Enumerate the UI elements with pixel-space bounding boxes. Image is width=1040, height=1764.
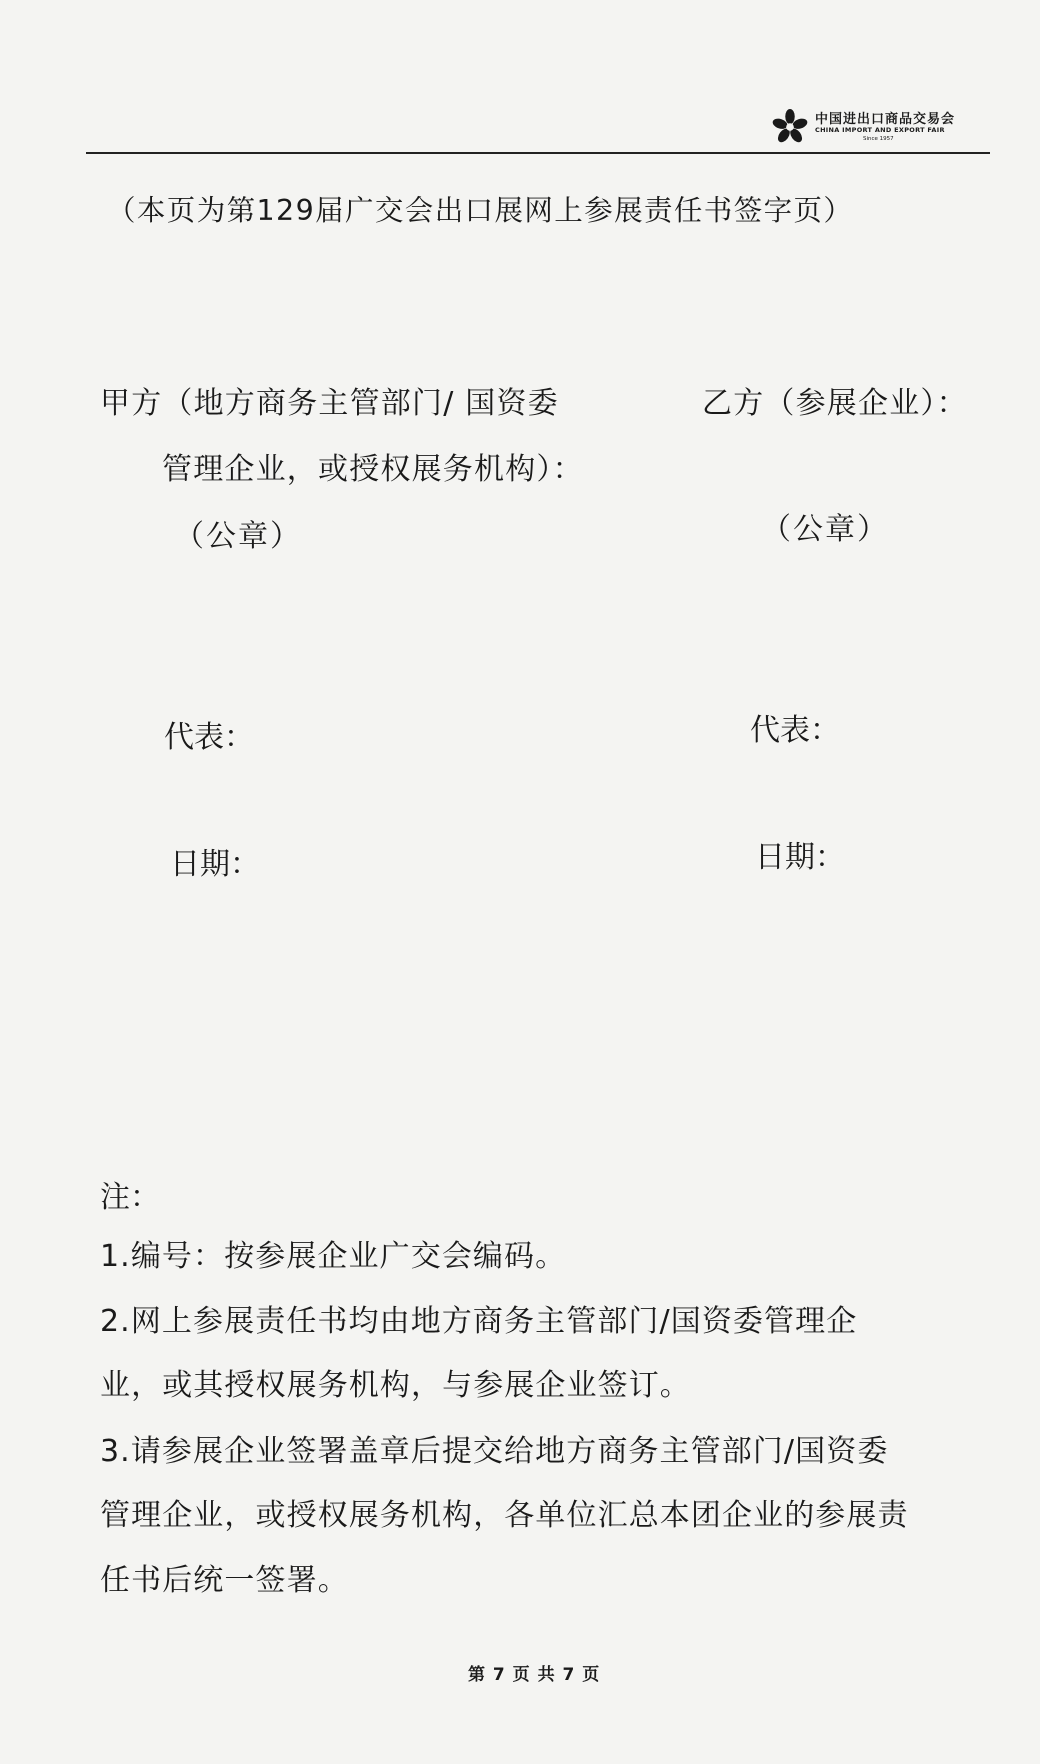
header-divider [86,152,990,154]
party-a-heading-line1: 甲方（地方商务主管部门/ 国资委 [100,386,559,421]
page-indicator: 第 7 页 共 7 页 [468,1665,601,1685]
logo-chinese-name: 中国进出口商品交易会 [815,112,956,127]
notes-label: 注： [100,1180,160,1215]
party-b-date-label: 日期： [755,840,845,875]
note-item-2-line2: 业，或其授权展务机构，与参展企业签订。 [100,1368,691,1403]
party-a-heading-line2: 管理企业，或授权展务机构）： [162,452,584,487]
party-a-representative-label: 代表： [164,720,254,755]
note-item-2-line1: 2.网上参展责任书均由地方商务主管部门/国资委管理企 [100,1304,858,1339]
party-a-seal-label: （公章） [174,519,302,554]
logo-since: Since 1957 [863,136,894,142]
flower-logo-icon [771,108,809,146]
note-item-3-line1: 3.请参展企业签署盖章后提交给地方商务主管部门/国资委 [100,1434,889,1469]
logo-english-name: CHINA IMPORT AND EXPORT FAIR [815,126,945,134]
party-a-date-label: 日期： [170,847,260,882]
canton-fair-logo [771,106,976,148]
party-b-seal-label: （公章） [761,512,889,547]
note-item-3-line3: 任书后统一签署。 [100,1563,349,1598]
page-title: （本页为第129届广交会出口展网上参展责任书签字页） [107,194,854,227]
party-b-representative-label: 代表： [750,713,840,748]
note-item-1: 1.编号：按参展企业广交会编码。 [100,1239,567,1274]
note-item-3-line2: 管理企业，或授权展务机构，各单位汇总本团企业的参展责 [100,1498,909,1533]
party-b-heading: 乙方（参展企业）： [702,386,968,421]
